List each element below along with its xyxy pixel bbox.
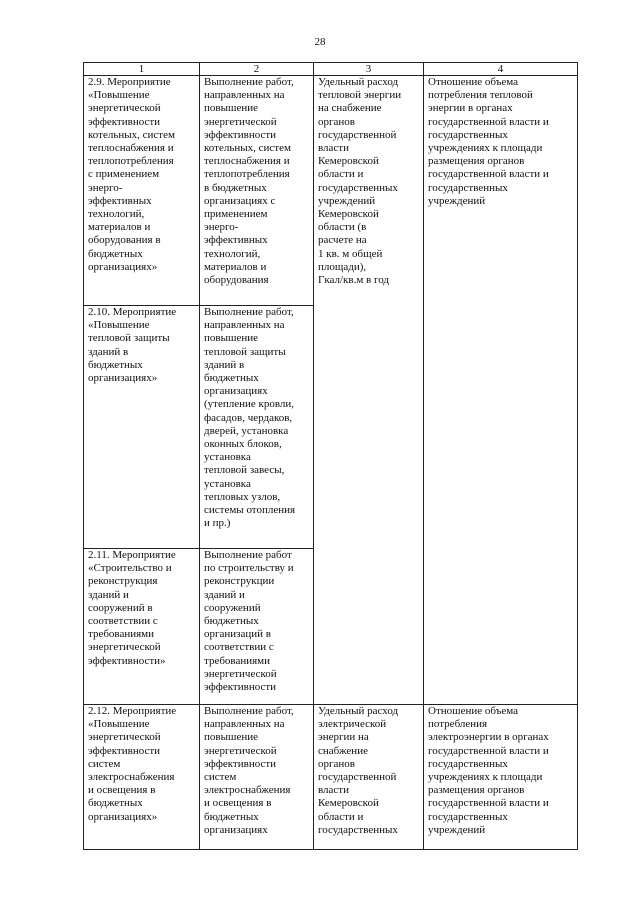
indicator-formula: Отношение объема потребления тепловой энергии в органах государственной власти и государственных учреждениях к площади размещения органов государственной власти и государственных учреждений [424, 76, 578, 705]
measure-description: Выполнение работ по строительству и реконструкции зданий и сооружений бюджетных организаций в соответствии с требованиями энергетической эффективности [200, 549, 314, 705]
column-number-4: 4 [424, 63, 578, 76]
indicator-name: Удельный расход электрической энергии на снабжение органов государственной власти Кемеровской области и государственных [314, 705, 424, 850]
column-number-1: 1 [84, 63, 200, 76]
measure-description: Выполнение работ, направленных на повышение энергетической эффективности котельных, систем теплоснабжения и теплопотребления в бюджетных организациях с применением энерго- эффективных технологий, материалов и оборудования [200, 76, 314, 306]
page-number: 28 [314, 36, 326, 48]
measure-description: Выполнение работ, направленных на повышение тепловой защиты зданий в бюджетных организациях (утепление кровли, фасадов, чердаков, дверей, установка оконных блоков, установка тепловой завесы, установка тепловых узлов, системы отопления и пр.) [200, 306, 314, 549]
measure-title: 2.9. Мероприятие «Повышение энергетической эффективности котельных, систем теплоснабжения и теплопотребления с применением энерго- эффективных технологий, материалов и оборудования в бюджетных организациях» [84, 76, 200, 306]
table-header-row [84, 63, 578, 76]
column-number-2: 2 [200, 63, 314, 76]
table-row [84, 705, 578, 850]
indicator-formula: Отношение объема потребления электроэнергии в органах государственной власти и государственных учреждениях к площади размещения органов государственной власти и государственных учреждений [424, 705, 578, 850]
measure-description: Выполнение работ, направленных на повышение энергетической эффективности систем электроснабжения и освещения в бюджетных организациях [200, 705, 314, 850]
measure-title: 2.11. Мероприятие «Строительство и реконструкция зданий и сооружений в соответствии с требованиями энергетической эффективности» [84, 549, 200, 705]
column-number-3: 3 [314, 63, 424, 76]
indicator-name: Удельный расход тепловой энергии на снабжение органов государственной власти Кемеровской области и государственных учреждений Кемеровской области (в расчете на 1 кв. м общей площади), Гкал/кв.м в год [314, 76, 424, 705]
measure-title: 2.10. Мероприятие «Повышение тепловой защиты зданий в бюджетных организациях» [84, 306, 200, 549]
measure-title: 2.12. Мероприятие «Повышение энергетической эффективности систем электроснабжения и освещения в бюджетных организациях» [84, 705, 200, 850]
table-row [84, 76, 578, 306]
measures-table [83, 62, 578, 850]
